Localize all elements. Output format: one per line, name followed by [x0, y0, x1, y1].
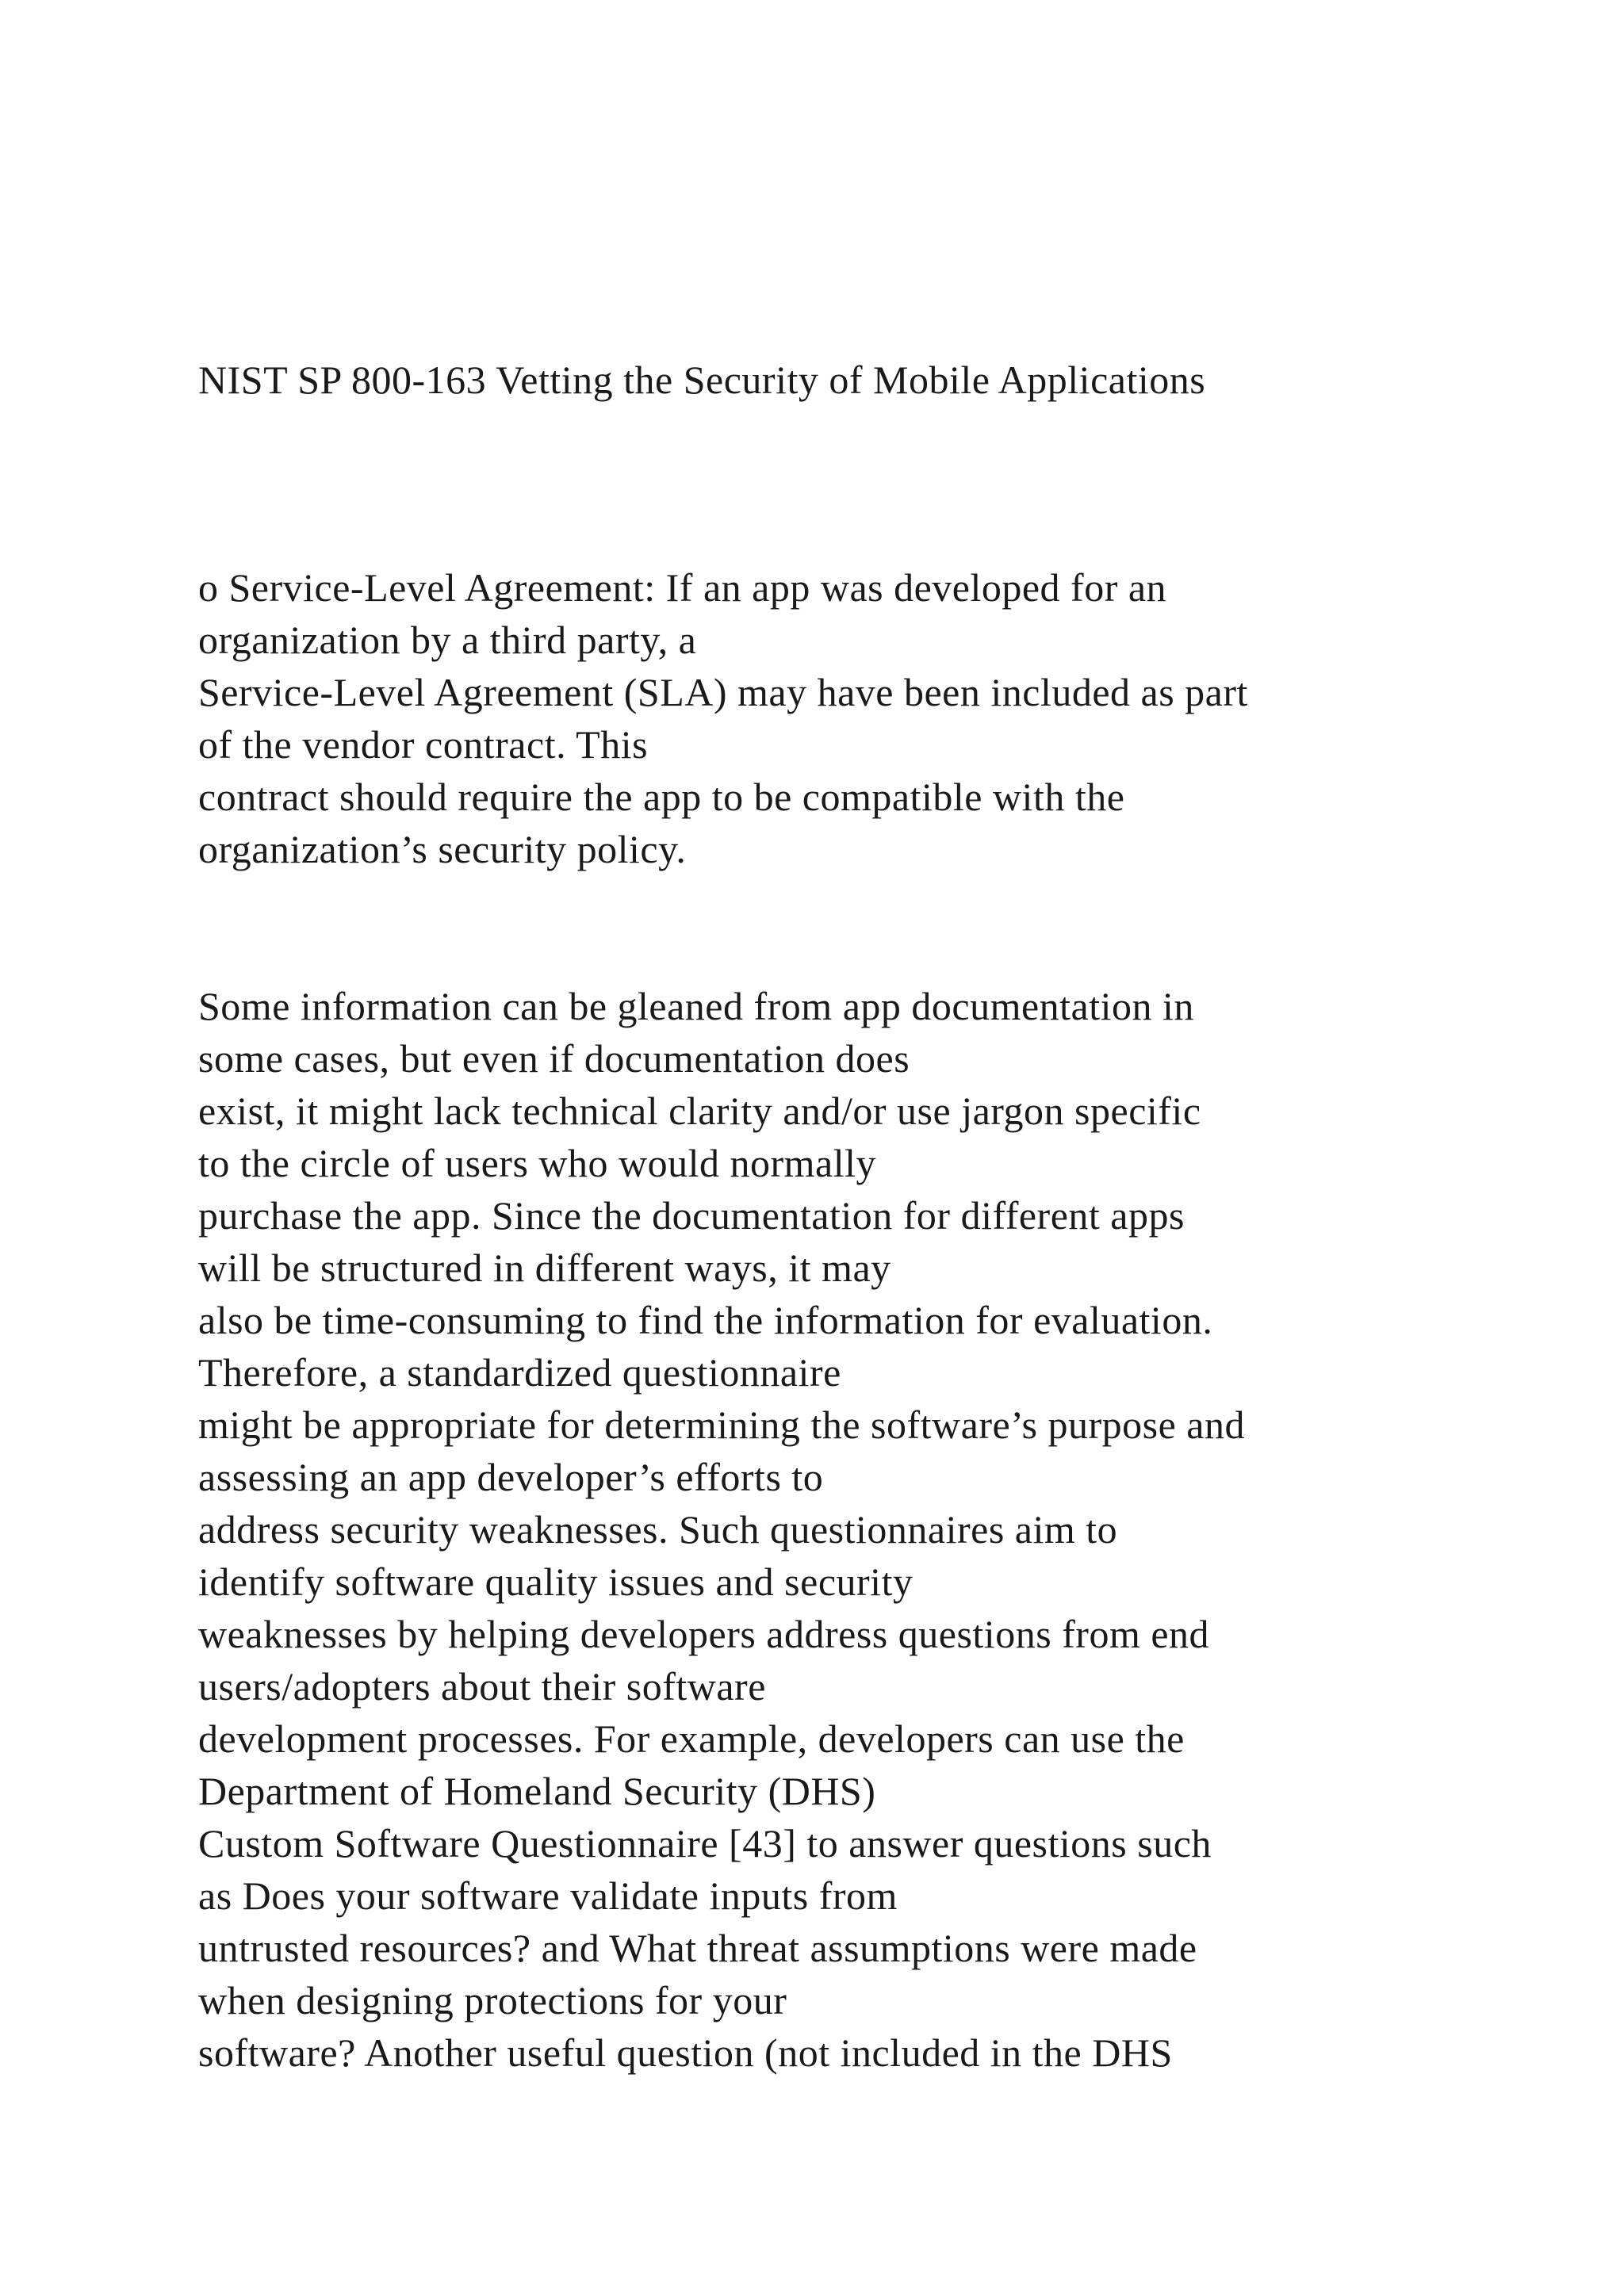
text-line: organization’s security policy. [198, 827, 687, 871]
text-line: some cases, but even if documentation does [198, 1036, 910, 1081]
text-line: Department of Homeland Security (DHS) [198, 1769, 876, 1813]
text-line: when designing protections for your [198, 1978, 787, 2022]
text-line: users/adopters about their software [198, 1664, 766, 1709]
text-line: purchase the app. Since the documentation for different apps [198, 1193, 1185, 1238]
text-line: to the circle of users who would normally [198, 1141, 877, 1185]
text-line: untrusted resources? and What threat assumptions were made [198, 1926, 1197, 1970]
text-line: as Does your software validate inputs from [198, 1873, 898, 1918]
text-line: software? Another useful question (not included in the DHS [198, 2030, 1173, 2075]
text-line: Therefore, a standardized questionnaire [198, 1350, 841, 1395]
text-line: organization by a third party, a [198, 618, 697, 662]
text-line: exist, it might lack technical clarity and/or use jargon specific [198, 1089, 1201, 1133]
text-line: development processes. For example, developers can use the [198, 1716, 1185, 1761]
text-line: Some information can be gleaned from app documentation in [198, 984, 1194, 1028]
text-line: Custom Software Questionnaire [43] to answer questions such [198, 1821, 1212, 1866]
text-line: will be structured in different ways, it may [198, 1246, 891, 1290]
document-title: NIST SP 800-163 Vetting the Security of Mobile Applications [198, 358, 1206, 402]
text-line: of the vendor contract. This [198, 722, 649, 767]
text-line: also be time-consuming to find the information for evaluation. [198, 1298, 1213, 1342]
text-line: Service-Level Agreement (SLA) may have been included as part [198, 670, 1248, 714]
text-line: address security weaknesses. Such questionnaires aim to [198, 1507, 1118, 1552]
text-line: weaknesses by helping developers address questions from end [198, 1612, 1210, 1656]
text-line: identify software quality issues and security [198, 1559, 914, 1604]
text-line: assessing an app developer’s efforts to [198, 1455, 824, 1499]
text-line: o Service-Level Agreement: If an app was developed for an [198, 565, 1167, 610]
text-line: contract should require the app to be compatible with the [198, 775, 1125, 819]
text-line: might be appropriate for determining the software’s purpose and [198, 1402, 1246, 1447]
